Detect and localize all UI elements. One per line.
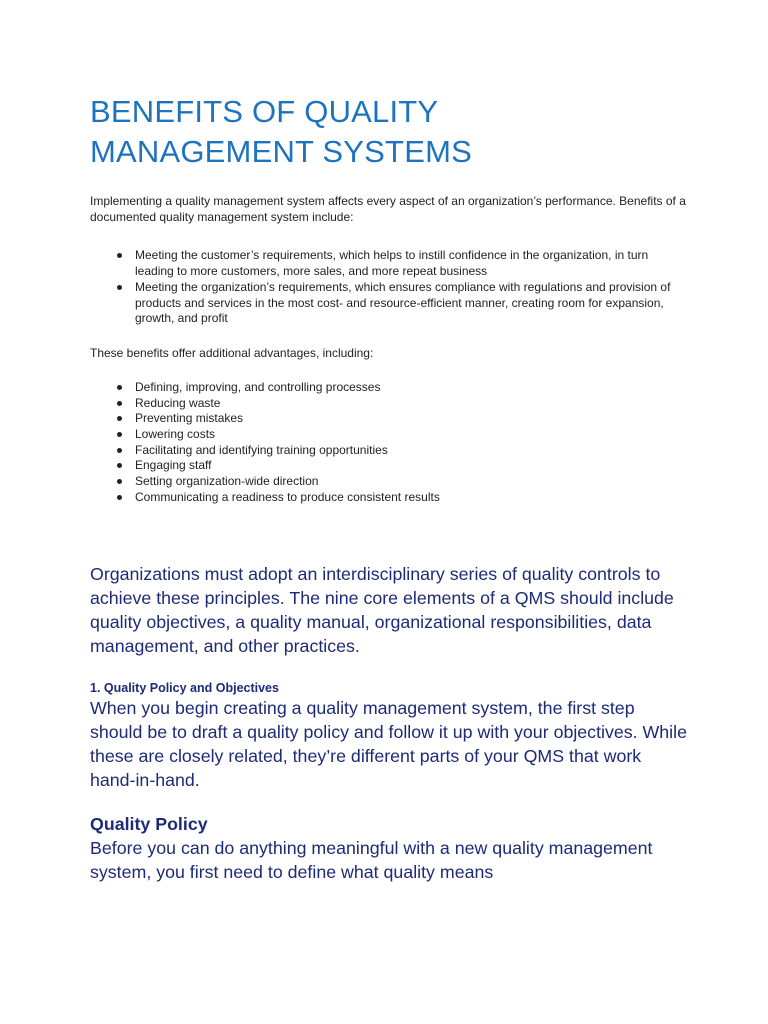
- intro-paragraph: Implementing a quality management system affects every aspect of an organization’s performance. Benefits of a documented quality management system include:: [90, 194, 686, 224]
- section-heading-quality-policy-objectives: 1. Quality Policy and Objectives: [90, 681, 279, 696]
- benefits-list: [90, 248, 690, 327]
- list-item-text: Defining, improving, and controlling processes: [135, 380, 381, 394]
- list-item: [90, 280, 690, 327]
- page-title-line-2: MANAGEMENT SYSTEMS: [90, 134, 472, 169]
- list-item: [90, 443, 690, 459]
- section-1-paragraph: When you begin creating a quality management system, the first step should be to draft a quality policy and follow it up with your objectives. While these are closely related, they’re different parts of your QMS that work hand-in-hand.: [90, 698, 687, 791]
- list-item: [90, 411, 690, 427]
- list-item: [90, 474, 690, 490]
- list-item-text: Engaging staff: [135, 458, 212, 473]
- bullet-icon: [117, 479, 122, 484]
- list-item-text: Reducing waste: [135, 395, 221, 410]
- bullet-icon: [117, 432, 122, 437]
- list-item-text: Lowering costs: [135, 427, 216, 442]
- list-item: [90, 427, 690, 443]
- document-page: [90, 92, 690, 884]
- list-item: [90, 248, 690, 279]
- list-item-text: Meeting the customer’s requirements, which helps to instill confidence in the organization, in turn leading to more customers, more sales, and more repeat business: [135, 248, 649, 278]
- list-item-text: Preventing mistakes: [135, 411, 244, 426]
- bullet-icon: [117, 463, 122, 468]
- quality-policy-paragraph: Before you can do anything meaningful with a new quality management system, you first need to define what quality means: [90, 838, 653, 883]
- list-item: [90, 380, 690, 396]
- advantages-list: [90, 380, 690, 505]
- list-item-text: Facilitating and identifying training opportunities: [135, 442, 388, 457]
- bullet-icon: [117, 385, 122, 390]
- list-item-text: Meeting the organization’s requirements, which ensures compliance with regulations and provision of products and services in the most cost- and resource-efficient manner, creating room for expansion, growth, and profit: [135, 280, 671, 325]
- advantages-intro: These benefits offer additional advantages, including:: [90, 345, 374, 360]
- subheading-quality-policy: Quality Policy: [90, 814, 208, 835]
- bullet-icon: [117, 448, 122, 453]
- list-item: [90, 490, 690, 506]
- list-item: [90, 396, 690, 412]
- page-title: [90, 92, 690, 172]
- list-item: [90, 458, 690, 474]
- bullet-icon: [117, 401, 122, 406]
- bullet-icon: [117, 285, 122, 290]
- bullet-icon: [117, 416, 122, 421]
- list-item-text: Setting organization-wide direction: [135, 474, 319, 489]
- bullet-icon: [117, 495, 122, 500]
- list-item-text: Communicating a readiness to produce consistent results: [135, 489, 440, 504]
- bullet-icon: [117, 253, 122, 258]
- page-title-line-1: BENEFITS OF QUALITY: [90, 94, 439, 129]
- core-elements-paragraph: Organizations must adopt an interdisciplinary series of quality controls to achieve these principles. The nine core elements of a QMS should include quality objectives, a quality manual, organizational responsibilities, data management, and other practices.: [90, 564, 674, 657]
